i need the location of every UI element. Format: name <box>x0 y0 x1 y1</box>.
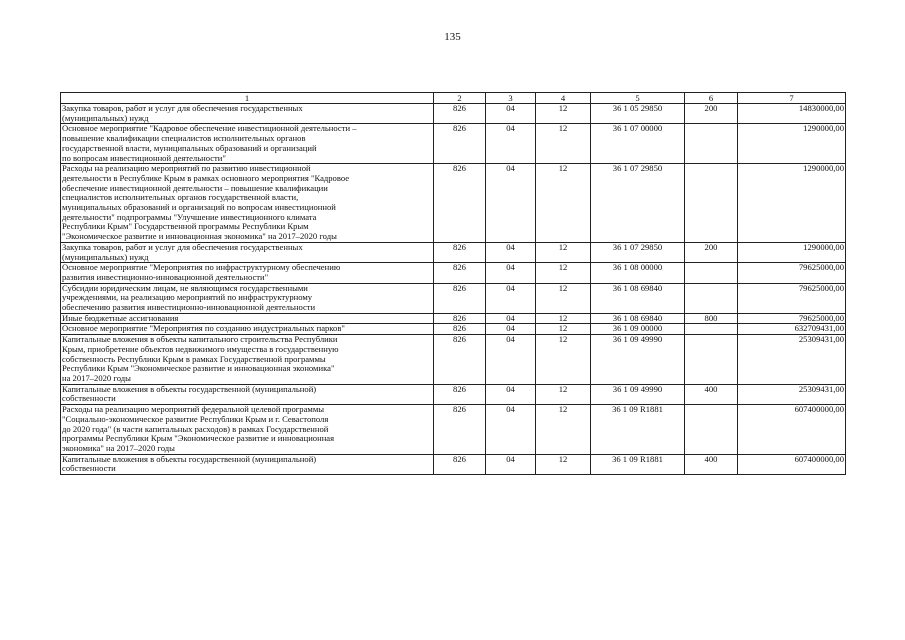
expense-type-cell <box>685 405 738 455</box>
table-row <box>61 283 846 313</box>
target-article-cell: 36 1 08 69840 <box>591 313 685 324</box>
page-number: 135 <box>444 31 461 43</box>
column-header: 3 <box>486 93 536 104</box>
table-row <box>61 384 846 404</box>
target-article-cell: 36 1 07 29850 <box>591 242 685 262</box>
target-article-cell: 36 1 09 49990 <box>591 335 685 385</box>
column-header: 4 <box>536 93 591 104</box>
target-article-cell: 36 1 08 00000 <box>591 263 685 283</box>
amount-cell: 632709431,00 <box>738 324 846 335</box>
table-row <box>61 104 846 124</box>
section-code-cell: 04 <box>486 384 536 404</box>
budget-table <box>60 92 846 475</box>
table-row <box>61 313 846 324</box>
subsection-code-cell: 12 <box>536 405 591 455</box>
table-row <box>61 324 846 335</box>
section-code-cell: 04 <box>486 242 536 262</box>
subsection-code-cell: 12 <box>536 335 591 385</box>
column-header: 2 <box>434 93 486 104</box>
table-row <box>61 242 846 262</box>
table-row <box>61 335 846 385</box>
amount-cell: 607400000,00 <box>738 454 846 474</box>
target-article-cell: 36 1 09 R1881 <box>591 454 685 474</box>
ministry-code-cell: 826 <box>434 242 486 262</box>
column-header: 1 <box>61 93 434 104</box>
target-article-cell: 36 1 05 29850 <box>591 104 685 124</box>
table-row <box>61 405 846 455</box>
ministry-code-cell: 826 <box>434 104 486 124</box>
expense-type-cell: 400 <box>685 384 738 404</box>
ministry-code-cell: 826 <box>434 454 486 474</box>
section-code-cell: 04 <box>486 324 536 335</box>
row-description: Расходы на реализацию мероприятий по развитию инвестиционной деятельности в Республике Крым в рамках основного мероприятия "Кадровое обеспечение инвестиционной деятельности – повышение квалификации специалистов исполнительных органов государственной власти, муниципальных образований и организаций по вопросам инвестиционной деятельности" подпрограммы "Улучшение инвестиционного климата Республики Крым" Государственной программы Республики Крым "Экономическое развитие и инновационная экономика" на 2017–2020 годы <box>61 164 434 243</box>
expense-type-cell: 400 <box>685 454 738 474</box>
table-header-row <box>61 93 846 104</box>
ministry-code-cell: 826 <box>434 335 486 385</box>
amount-cell: 79625000,00 <box>738 313 846 324</box>
amount-cell: 14830000,00 <box>738 104 846 124</box>
ministry-code-cell: 826 <box>434 384 486 404</box>
amount-cell: 25309431,00 <box>738 384 846 404</box>
expense-type-cell: 200 <box>685 242 738 262</box>
ministry-code-cell: 826 <box>434 313 486 324</box>
row-description: Субсидии юридическим лицам, не являющимся государственными учреждениями, на реализацию мероприятий по инфраструктурному обеспечению развития инвестиционно-инновационной деятельности <box>61 283 434 313</box>
subsection-code-cell: 12 <box>536 324 591 335</box>
target-article-cell: 36 1 07 00000 <box>591 124 685 164</box>
ministry-code-cell: 826 <box>434 405 486 455</box>
row-description: Расходы на реализацию мероприятий федеральной целевой программы "Социально-экономическое развитие Республики Крым и г. Севастополя до 2020 года" (в части капитальных расходов) в рамках Государственной программы Республики Крым "Экономическое развитие и инновационная экономика" на 2017–2020 годы <box>61 405 434 455</box>
amount-cell: 1290000,00 <box>738 242 846 262</box>
expense-type-cell <box>685 124 738 164</box>
section-code-cell: 04 <box>486 263 536 283</box>
target-article-cell: 36 1 09 R1881 <box>591 405 685 455</box>
row-description: Иные бюджетные ассигнования <box>61 313 434 324</box>
section-code-cell: 04 <box>486 124 536 164</box>
row-description: Капитальные вложения в объекты государственной (муниципальной) собственности <box>61 454 434 474</box>
target-article-cell: 36 1 08 69840 <box>591 283 685 313</box>
ministry-code-cell: 826 <box>434 263 486 283</box>
column-header: 7 <box>738 93 846 104</box>
section-code-cell: 04 <box>486 454 536 474</box>
row-description: Капитальные вложения в объекты государственной (муниципальной) собственности <box>61 384 434 404</box>
expense-type-cell <box>685 283 738 313</box>
target-article-cell: 36 1 09 49990 <box>591 384 685 404</box>
ministry-code-cell: 826 <box>434 164 486 243</box>
subsection-code-cell: 12 <box>536 263 591 283</box>
row-description: Закупка товаров, работ и услуг для обеспечения государственных (муниципальных) нужд <box>61 242 434 262</box>
subsection-code-cell: 12 <box>536 242 591 262</box>
expense-type-cell: 800 <box>685 313 738 324</box>
section-code-cell: 04 <box>486 313 536 324</box>
section-code-cell: 04 <box>486 405 536 455</box>
row-description: Основное мероприятие "Кадровое обеспечение инвестиционной деятельности – повышение квалификации специалистов исполнительных органов государственной власти, муниципальных образований и организаций по вопросам инвестиционной деятельности" <box>61 124 434 164</box>
target-article-cell: 36 1 09 00000 <box>591 324 685 335</box>
table-row <box>61 454 846 474</box>
ministry-code-cell: 826 <box>434 283 486 313</box>
ministry-code-cell: 826 <box>434 324 486 335</box>
expense-type-cell <box>685 335 738 385</box>
amount-cell: 607400000,00 <box>738 405 846 455</box>
subsection-code-cell: 12 <box>536 384 591 404</box>
column-header: 5 <box>591 93 685 104</box>
table-row <box>61 263 846 283</box>
row-description: Капитальные вложения в объекты капитального строительства Республики Крым, приобретение объектов недвижимого имущества в государственную собственность Республики Крым в рамках Государственной программы Республики Крым "Экономическое развитие и инновационная экономика" на 2017–2020 годы <box>61 335 434 385</box>
row-description: Закупка товаров, работ и услуг для обеспечения государственных (муниципальных) нужд <box>61 104 434 124</box>
subsection-code-cell: 12 <box>536 283 591 313</box>
section-code-cell: 04 <box>486 164 536 243</box>
section-code-cell: 04 <box>486 335 536 385</box>
expense-type-cell <box>685 324 738 335</box>
row-description: Основное мероприятие "Мероприятия по инфраструктурному обеспечению развития инвестиционно-инновационной деятельности" <box>61 263 434 283</box>
expense-type-cell <box>685 164 738 243</box>
amount-cell: 25309431,00 <box>738 335 846 385</box>
section-code-cell: 04 <box>486 104 536 124</box>
subsection-code-cell: 12 <box>536 454 591 474</box>
subsection-code-cell: 12 <box>536 313 591 324</box>
table-row <box>61 164 846 243</box>
column-header: 6 <box>685 93 738 104</box>
amount-cell: 79625000,00 <box>738 263 846 283</box>
table-body <box>61 104 846 475</box>
subsection-code-cell: 12 <box>536 164 591 243</box>
target-article-cell: 36 1 07 29850 <box>591 164 685 243</box>
expense-type-cell <box>685 263 738 283</box>
subsection-code-cell: 12 <box>536 104 591 124</box>
amount-cell: 1290000,00 <box>738 124 846 164</box>
amount-cell: 79625000,00 <box>738 283 846 313</box>
section-code-cell: 04 <box>486 283 536 313</box>
expense-type-cell: 200 <box>685 104 738 124</box>
amount-cell: 1290000,00 <box>738 164 846 243</box>
subsection-code-cell: 12 <box>536 124 591 164</box>
ministry-code-cell: 826 <box>434 124 486 164</box>
table-row <box>61 124 846 164</box>
row-description: Основное мероприятие "Мероприятия по созданию индустриальных парков" <box>61 324 434 335</box>
